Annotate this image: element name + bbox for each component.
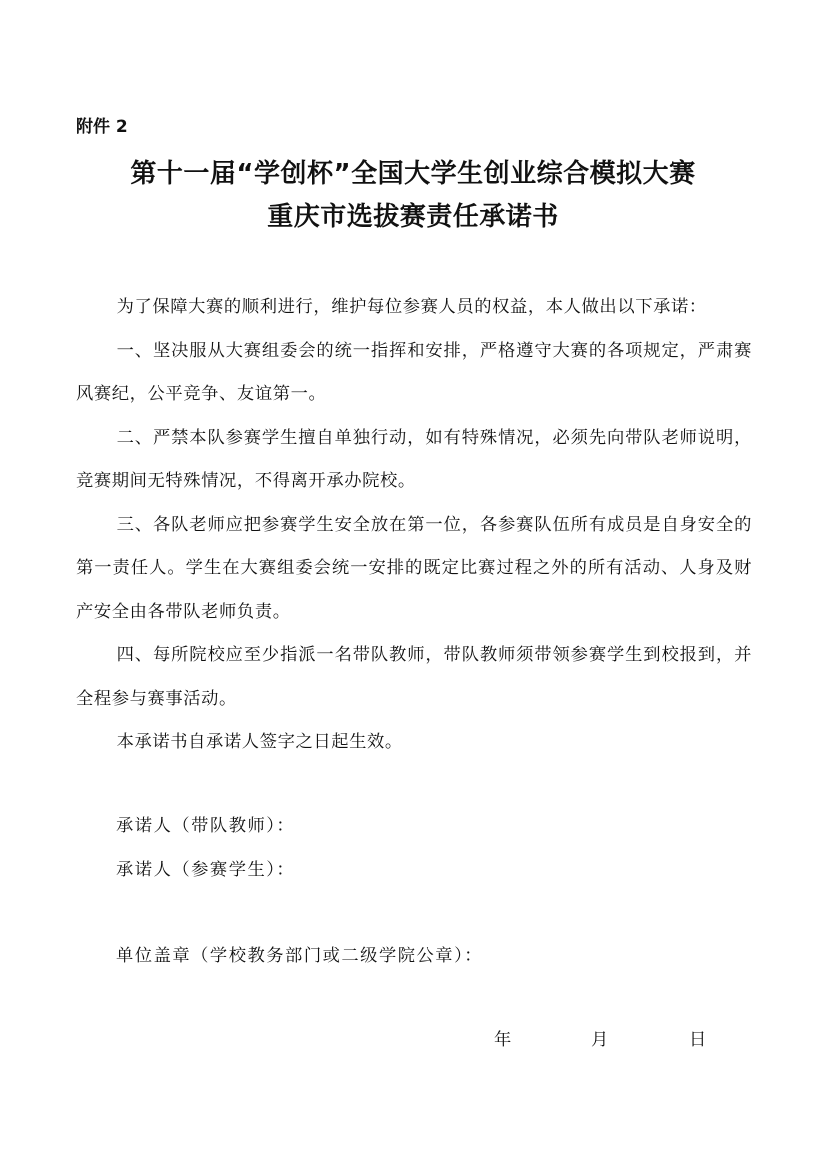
date-month-label: 月 — [591, 1030, 609, 1050]
teacher-signature-line: 承诺人（带队教师）： — [116, 816, 296, 836]
clause-two: 二、严禁本队参赛学生擅自单独行动，如有特殊情况，必须先向带队老师说明，竞赛期间无特殊情况，不得离开承办院校。 — [76, 427, 752, 491]
date-year-label: 年 — [494, 1030, 512, 1050]
clause-three: 三、各队老师应把参赛学生安全放在第一位，各参赛队伍所有成员是自身安全的第一责任人。学生在大赛组委会统一安排的既定比赛过程之外的所有活动、人身及财产安全由各带队老师负责。 — [76, 514, 752, 622]
intro-paragraph: 为了保障大赛的顺利进行，维护每位参赛人员的权益，本人做出以下承诺： — [116, 297, 707, 317]
commitment-body — [76, 286, 752, 765]
date-day-label: 日 — [689, 1030, 707, 1050]
student-signature-line: 承诺人（参赛学生）： — [116, 860, 296, 880]
unit-seal-line: 单位盖章（学校教务部门或二级学院公章）： — [116, 946, 483, 966]
attachment-label: 附件 2 — [76, 117, 128, 137]
effective-statement: 本承诺书自承诺人签字之日起生效。 — [116, 732, 403, 752]
document-title: 第十一届“学创杯”全国大学生创业综合模拟大赛 — [130, 159, 696, 189]
clause-four: 四、每所院校应至少指派一名带队教师，带队教师须带领参赛学生到校报到，并全程参与赛事活动。 — [76, 645, 752, 709]
document-subtitle: 重庆市选拔赛责任承诺书 — [267, 202, 559, 232]
clause-one: 一、坚决服从大赛组委会的统一指挥和安排，严格遵守大赛的各项规定，严肃赛风赛纪，公平竞争、友谊第一。 — [76, 340, 752, 404]
